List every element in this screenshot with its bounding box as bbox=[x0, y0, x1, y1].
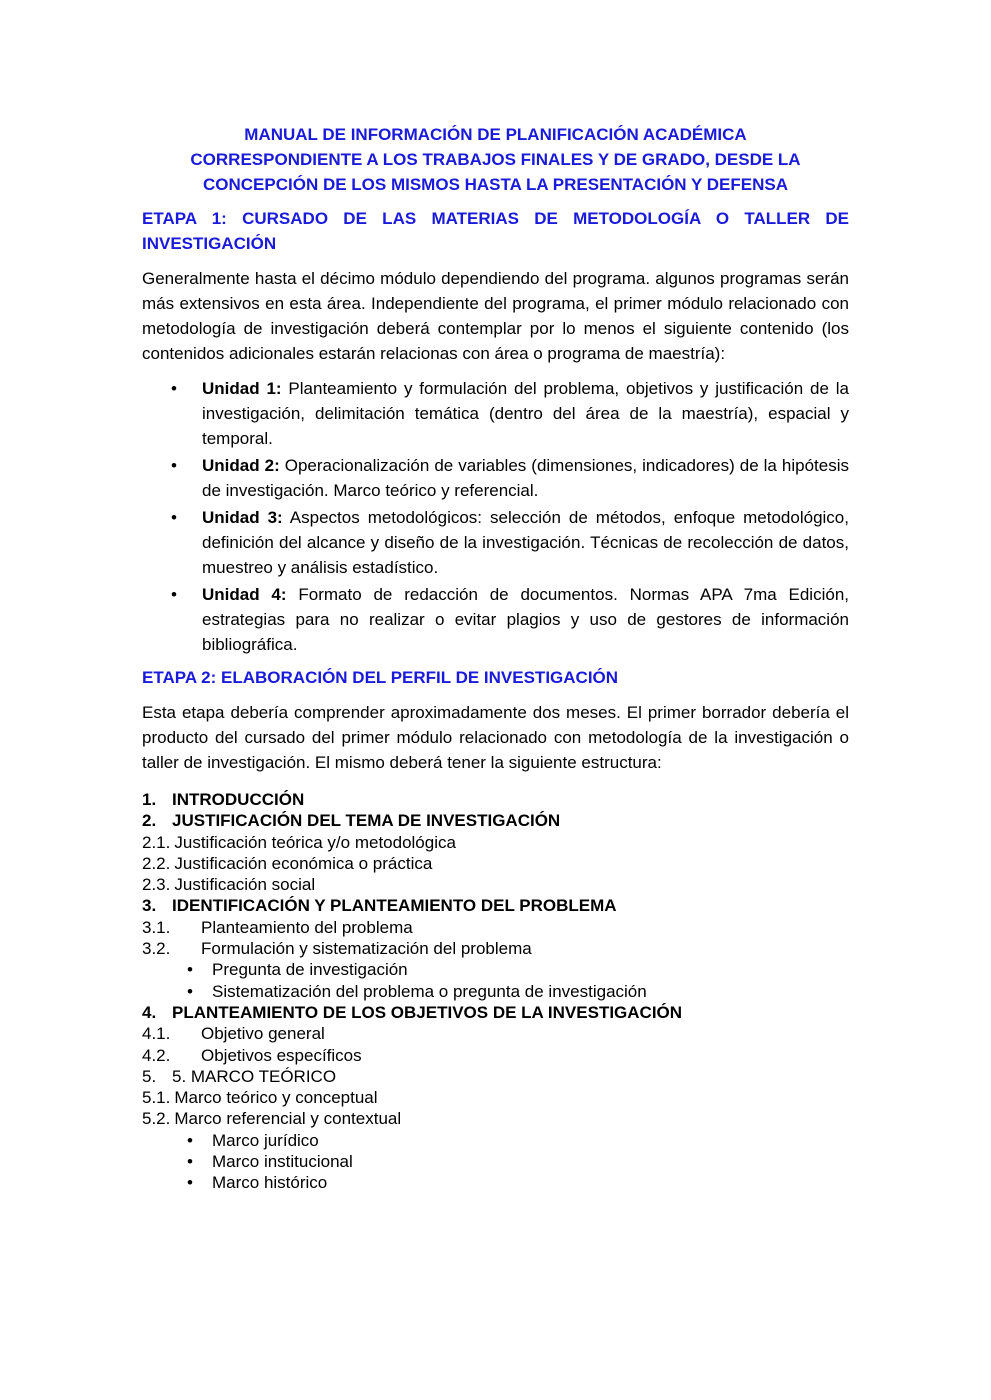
outline-item bbox=[142, 832, 849, 853]
outline-text: Pregunta de investigación bbox=[212, 960, 408, 980]
outline-number: 5. bbox=[142, 1066, 157, 1086]
outline-item bbox=[142, 917, 849, 938]
outline-number: 1. bbox=[142, 790, 157, 809]
outline-item bbox=[142, 1130, 849, 1151]
outline-text: IDENTIFICACIÓN Y PLANTEAMIENTO DEL PROBLEMA bbox=[172, 896, 617, 916]
outline-text: INTRODUCCIÓN bbox=[172, 790, 305, 809]
unit-label: Unidad 3: bbox=[202, 508, 283, 527]
outline-item bbox=[142, 1151, 849, 1172]
outline-number: 3. bbox=[142, 896, 157, 916]
unit-text: Formato de redacción de documentos. Normas APA 7ma Edición, estrategias para no realizar o evitar plagios y uso de gestores de información bibliográfica. bbox=[202, 585, 849, 654]
outline-number: 3.2. bbox=[142, 939, 171, 959]
outline-number: 5.2. bbox=[142, 1109, 171, 1129]
outline-text: Marco referencial y contextual bbox=[174, 1109, 402, 1129]
unit-label: Unidad 4: bbox=[202, 585, 287, 604]
title-line-1: MANUAL DE INFORMACIÓN DE PLANIFICACIÓN ACADÉMICA bbox=[244, 125, 747, 144]
unit-label: Unidad 1: bbox=[202, 379, 282, 398]
outline-item bbox=[142, 1087, 849, 1108]
outline-item bbox=[142, 1045, 849, 1066]
list-item bbox=[142, 376, 849, 451]
outline-number: 2.2. bbox=[142, 853, 171, 873]
outline-text: Objetivos específicos bbox=[201, 1045, 362, 1065]
outline-item bbox=[142, 1066, 849, 1087]
unit-text: Aspectos metodológicos: selección de métodos, enfoque metodológico, definición del alcance y diseño de la investigación. Técnicas de recolección de datos, muestreo y análisis estadístico. bbox=[202, 508, 849, 577]
outline-item bbox=[142, 1172, 849, 1193]
unit-text: Operacionalización de variables (dimensiones, indicadores) de la hipótesis de investigación. Marco teórico y referencial. bbox=[202, 456, 849, 500]
bullet-icon: • bbox=[171, 456, 177, 475]
outline-item bbox=[142, 1002, 849, 1023]
stage-1-paragraph: Generalmente hasta el décimo módulo dependiendo del programa. algunos programas serán más extensivos en esta área. Independiente del programa, el primer módulo relacionado con metodología de investigación deberá contemplar por lo menos el siguiente contenido (los contenidos adicionales estarán relacionas con área o programa de maestría): bbox=[142, 269, 849, 363]
list-item bbox=[142, 453, 849, 503]
outline-text: Marco institucional bbox=[212, 1152, 353, 1172]
bullet-icon: • bbox=[171, 379, 177, 398]
outline-number: 5.1. bbox=[142, 1088, 171, 1108]
unit-text: Planteamiento y formulación del problema, objetivos y justificación de la investigación, delimitación temática (dentro del área de la maestría), espacial y temporal. bbox=[202, 379, 849, 448]
bullet-icon: • bbox=[187, 960, 193, 980]
outline-item bbox=[142, 895, 849, 916]
outline-number: 3.1. bbox=[142, 917, 171, 937]
outline-text: Planteamiento del problema bbox=[201, 917, 413, 937]
outline-item bbox=[142, 789, 849, 810]
document-title bbox=[142, 122, 849, 197]
bullet-icon: • bbox=[187, 981, 193, 1001]
outline-text: 5. MARCO TEÓRICO bbox=[172, 1066, 337, 1086]
title-line-2: CORRESPONDIENTE A LOS TRABAJOS FINALES Y DE GRADO, DESDE LA bbox=[190, 150, 801, 169]
stage-2-paragraph: Esta etapa debería comprender aproximadamente dos meses. El primer borrador debería el producto del cursado del primer módulo relacionado con metodología de la investigación o taller de investigación. El mismo deberá tener la siguiente estructura: bbox=[142, 703, 849, 772]
outline-item bbox=[142, 959, 849, 980]
outline-text: Objetivo general bbox=[201, 1024, 325, 1044]
outline-number: 4. bbox=[142, 1002, 157, 1022]
list-item bbox=[142, 505, 849, 580]
outline-text: JUSTIFICACIÓN DEL TEMA DE INVESTIGACIÓN bbox=[172, 811, 561, 831]
bullet-icon: • bbox=[187, 1152, 193, 1172]
outline-item bbox=[142, 874, 849, 895]
outline-number: 4.2. bbox=[142, 1045, 171, 1065]
outline-item bbox=[142, 1023, 849, 1044]
title-line-3: CONCEPCIÓN DE LOS MISMOS HASTA LA PRESENTACIÓN Y DEFENSA bbox=[203, 175, 788, 194]
outline-number: 2.1. bbox=[142, 832, 171, 852]
bullet-icon: • bbox=[171, 508, 177, 527]
bullet-icon: • bbox=[171, 585, 177, 604]
stage-2-heading: ETAPA 2: ELABORACIÓN DEL PERFIL DE INVESTIGACIÓN bbox=[142, 668, 619, 687]
outline-item bbox=[142, 1108, 849, 1129]
outline-text: Justificación teórica y/o metodológica bbox=[174, 832, 456, 852]
outline-item bbox=[142, 938, 849, 959]
outline-text: PLANTEAMIENTO DE LOS OBJETIVOS DE LA INVESTIGACIÓN bbox=[172, 1002, 683, 1022]
outline-text: Marco jurídico bbox=[212, 1130, 319, 1150]
list-item bbox=[142, 582, 849, 657]
outline-list bbox=[142, 789, 849, 1194]
units-list bbox=[142, 376, 849, 657]
outline-number: 2.3. bbox=[142, 875, 171, 895]
outline-number: 2. bbox=[142, 811, 157, 831]
outline-text: Justificación social bbox=[174, 875, 316, 895]
outline-number: 4.1. bbox=[142, 1024, 171, 1044]
outline-text: Justificación económica o práctica bbox=[174, 853, 433, 873]
document-page bbox=[142, 122, 849, 1194]
outline-text: Marco teórico y conceptual bbox=[174, 1088, 378, 1108]
bullet-icon: • bbox=[187, 1173, 193, 1193]
outline-text: Sistematización del problema o pregunta de investigación bbox=[212, 981, 647, 1001]
outline-text: Formulación y sistematización del problema bbox=[201, 939, 532, 959]
unit-label: Unidad 2: bbox=[202, 456, 280, 475]
outline-text: Marco histórico bbox=[212, 1173, 328, 1193]
stage-1-heading: ETAPA 1: CURSADO DE LAS MATERIAS DE METODOLOGÍA O TALLER DE INVESTIGACIÓN bbox=[142, 209, 849, 253]
outline-item bbox=[142, 810, 849, 831]
outline-item bbox=[142, 981, 849, 1002]
bullet-icon: • bbox=[187, 1130, 193, 1150]
outline-item bbox=[142, 853, 849, 874]
